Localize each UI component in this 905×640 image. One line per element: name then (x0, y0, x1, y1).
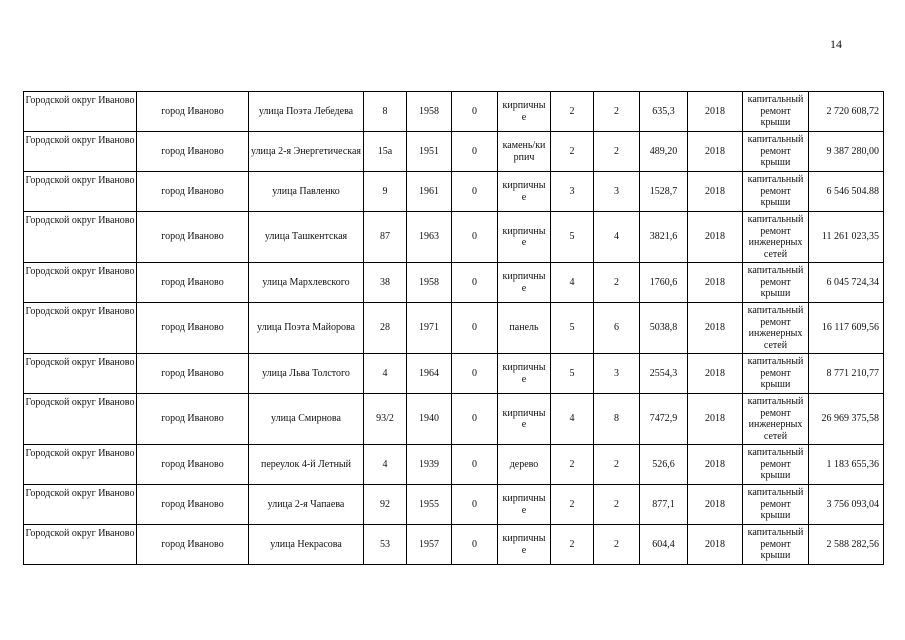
house-number-cell: 4 (364, 445, 407, 485)
build-year-cell: 1940 (407, 394, 452, 445)
area-cell: 635,3 (640, 92, 688, 132)
floors-cell: 2 (551, 525, 594, 565)
zero-cell: 0 (452, 263, 498, 303)
district-cell: Городской округ Иваново (24, 132, 137, 172)
entrances-cell: 3 (594, 354, 640, 394)
wall-material-cell: камень/ки рпич (498, 132, 551, 172)
build-year-cell: 1958 (407, 92, 452, 132)
build-year-cell: 1971 (407, 303, 452, 354)
floors-cell: 2 (551, 92, 594, 132)
table-row (24, 485, 884, 525)
city-cell: город Иваново (137, 445, 249, 485)
city-cell: город Иваново (137, 303, 249, 354)
wall-material-cell: панель (498, 303, 551, 354)
work-type-cell: капитальный ремонт крыши (743, 263, 809, 303)
table-row (24, 303, 884, 354)
wall-material-cell: кирпичны е (498, 485, 551, 525)
zero-cell: 0 (452, 394, 498, 445)
area-cell: 3821,6 (640, 212, 688, 263)
build-year-cell: 1963 (407, 212, 452, 263)
floors-cell: 4 (551, 394, 594, 445)
cost-cell: 2 588 282,56 (809, 525, 884, 565)
plan-year-cell: 2018 (688, 354, 743, 394)
cost-cell: 8 771 210,77 (809, 354, 884, 394)
build-year-cell: 1958 (407, 263, 452, 303)
cost-cell: 6 045 724,34 (809, 263, 884, 303)
build-year-cell: 1939 (407, 445, 452, 485)
plan-year-cell: 2018 (688, 394, 743, 445)
work-type-cell: капитальный ремонт крыши (743, 485, 809, 525)
house-number-cell: 93/2 (364, 394, 407, 445)
work-type-cell: капитальный ремонт инженерных сетей (743, 303, 809, 354)
plan-year-cell: 2018 (688, 263, 743, 303)
district-cell: Городской округ Иваново (24, 354, 137, 394)
house-number-cell: 87 (364, 212, 407, 263)
street-cell: улица Поэта Майорова (249, 303, 364, 354)
street-cell: улица Некрасова (249, 525, 364, 565)
cost-cell: 6 546 504.88 (809, 172, 884, 212)
city-cell: город Иваново (137, 394, 249, 445)
floors-cell: 5 (551, 212, 594, 263)
zero-cell: 0 (452, 354, 498, 394)
district-cell: Городской округ Иваново (24, 485, 137, 525)
table-row (24, 445, 884, 485)
plan-year-cell: 2018 (688, 525, 743, 565)
house-number-cell: 92 (364, 485, 407, 525)
street-cell: переулок 4-й Летный (249, 445, 364, 485)
street-cell: улица Павленко (249, 172, 364, 212)
street-cell: улица Смирнова (249, 394, 364, 445)
build-year-cell: 1951 (407, 132, 452, 172)
plan-year-cell: 2018 (688, 132, 743, 172)
house-number-cell: 9 (364, 172, 407, 212)
area-cell: 5038,8 (640, 303, 688, 354)
entrances-cell: 2 (594, 485, 640, 525)
table-row (24, 212, 884, 263)
area-cell: 2554,3 (640, 354, 688, 394)
cost-cell: 9 387 280,00 (809, 132, 884, 172)
table-row (24, 525, 884, 565)
entrances-cell: 2 (594, 445, 640, 485)
house-number-cell: 4 (364, 354, 407, 394)
work-type-cell: капитальный ремонт крыши (743, 445, 809, 485)
floors-cell: 5 (551, 303, 594, 354)
floors-cell: 2 (551, 485, 594, 525)
table-row (24, 263, 884, 303)
cost-cell: 26 969 375,58 (809, 394, 884, 445)
plan-year-cell: 2018 (688, 485, 743, 525)
floors-cell: 4 (551, 263, 594, 303)
area-cell: 877,1 (640, 485, 688, 525)
street-cell: улица Поэта Лебедева (249, 92, 364, 132)
work-type-cell: капитальный ремонт крыши (743, 172, 809, 212)
work-type-cell: капитальный ремонт крыши (743, 132, 809, 172)
cost-cell: 11 261 023,35 (809, 212, 884, 263)
house-number-cell: 38 (364, 263, 407, 303)
table-row (24, 394, 884, 445)
floors-cell: 3 (551, 172, 594, 212)
plan-year-cell: 2018 (688, 172, 743, 212)
cost-cell: 2 720 608,72 (809, 92, 884, 132)
zero-cell: 0 (452, 485, 498, 525)
entrances-cell: 3 (594, 172, 640, 212)
build-year-cell: 1955 (407, 485, 452, 525)
table-row (24, 354, 884, 394)
cost-cell: 16 117 609,56 (809, 303, 884, 354)
area-cell: 1760,6 (640, 263, 688, 303)
area-cell: 7472,9 (640, 394, 688, 445)
city-cell: город Иваново (137, 525, 249, 565)
zero-cell: 0 (452, 212, 498, 263)
wall-material-cell: кирпичны е (498, 92, 551, 132)
work-type-cell: капитальный ремонт крыши (743, 525, 809, 565)
cost-cell: 1 183 655,36 (809, 445, 884, 485)
entrances-cell: 2 (594, 132, 640, 172)
street-cell: улица 2-я Энергетическая (249, 132, 364, 172)
plan-year-cell: 2018 (688, 303, 743, 354)
city-cell: город Иваново (137, 92, 249, 132)
street-cell: улица Ташкентская (249, 212, 364, 263)
house-number-cell: 53 (364, 525, 407, 565)
area-cell: 489,20 (640, 132, 688, 172)
district-cell: Городской округ Иваново (24, 303, 137, 354)
table-row (24, 92, 884, 132)
entrances-cell: 2 (594, 263, 640, 303)
plan-year-cell: 2018 (688, 445, 743, 485)
district-cell: Городской округ Иваново (24, 212, 137, 263)
plan-year-cell: 2018 (688, 92, 743, 132)
entrances-cell: 6 (594, 303, 640, 354)
house-number-cell: 15а (364, 132, 407, 172)
entrances-cell: 2 (594, 525, 640, 565)
city-cell: город Иваново (137, 263, 249, 303)
build-year-cell: 1964 (407, 354, 452, 394)
district-cell: Городской округ Иваново (24, 172, 137, 212)
house-number-cell: 8 (364, 92, 407, 132)
area-cell: 604,4 (640, 525, 688, 565)
zero-cell: 0 (452, 303, 498, 354)
city-cell: город Иваново (137, 172, 249, 212)
zero-cell: 0 (452, 445, 498, 485)
district-cell: Городской округ Иваново (24, 445, 137, 485)
district-cell: Городской округ Иваново (24, 525, 137, 565)
district-cell: Городской округ Иваново (24, 394, 137, 445)
wall-material-cell: кирпичны е (498, 212, 551, 263)
wall-material-cell: дерево (498, 445, 551, 485)
street-cell: улица 2-я Чапаева (249, 485, 364, 525)
house-number-cell: 28 (364, 303, 407, 354)
page-number: 14 (830, 37, 842, 51)
work-type-cell: капитальный ремонт крыши (743, 92, 809, 132)
housing-repair-table (23, 91, 884, 565)
work-type-cell: капитальный ремонт инженерных сетей (743, 212, 809, 263)
area-cell: 1528,7 (640, 172, 688, 212)
street-cell: улица Мархлевского (249, 263, 364, 303)
street-cell: улица Льва Толстого (249, 354, 364, 394)
wall-material-cell: кирпичны е (498, 263, 551, 303)
table-row (24, 132, 884, 172)
entrances-cell: 8 (594, 394, 640, 445)
table-row (24, 172, 884, 212)
wall-material-cell: кирпичны е (498, 354, 551, 394)
wall-material-cell: кирпичны е (498, 172, 551, 212)
floors-cell: 2 (551, 132, 594, 172)
floors-cell: 5 (551, 354, 594, 394)
work-type-cell: капитальный ремонт инженерных сетей (743, 394, 809, 445)
city-cell: город Иваново (137, 354, 249, 394)
entrances-cell: 2 (594, 92, 640, 132)
cost-cell: 3 756 093,04 (809, 485, 884, 525)
entrances-cell: 4 (594, 212, 640, 263)
district-cell: Городской округ Иваново (24, 92, 137, 132)
floors-cell: 2 (551, 445, 594, 485)
plan-year-cell: 2018 (688, 212, 743, 263)
build-year-cell: 1961 (407, 172, 452, 212)
city-cell: город Иваново (137, 485, 249, 525)
zero-cell: 0 (452, 132, 498, 172)
zero-cell: 0 (452, 525, 498, 565)
wall-material-cell: кирпичны е (498, 394, 551, 445)
city-cell: город Иваново (137, 212, 249, 263)
city-cell: город Иваново (137, 132, 249, 172)
area-cell: 526,6 (640, 445, 688, 485)
district-cell: Городской округ Иваново (24, 263, 137, 303)
build-year-cell: 1957 (407, 525, 452, 565)
zero-cell: 0 (452, 92, 498, 132)
zero-cell: 0 (452, 172, 498, 212)
work-type-cell: капитальный ремонт крыши (743, 354, 809, 394)
wall-material-cell: кирпичны е (498, 525, 551, 565)
